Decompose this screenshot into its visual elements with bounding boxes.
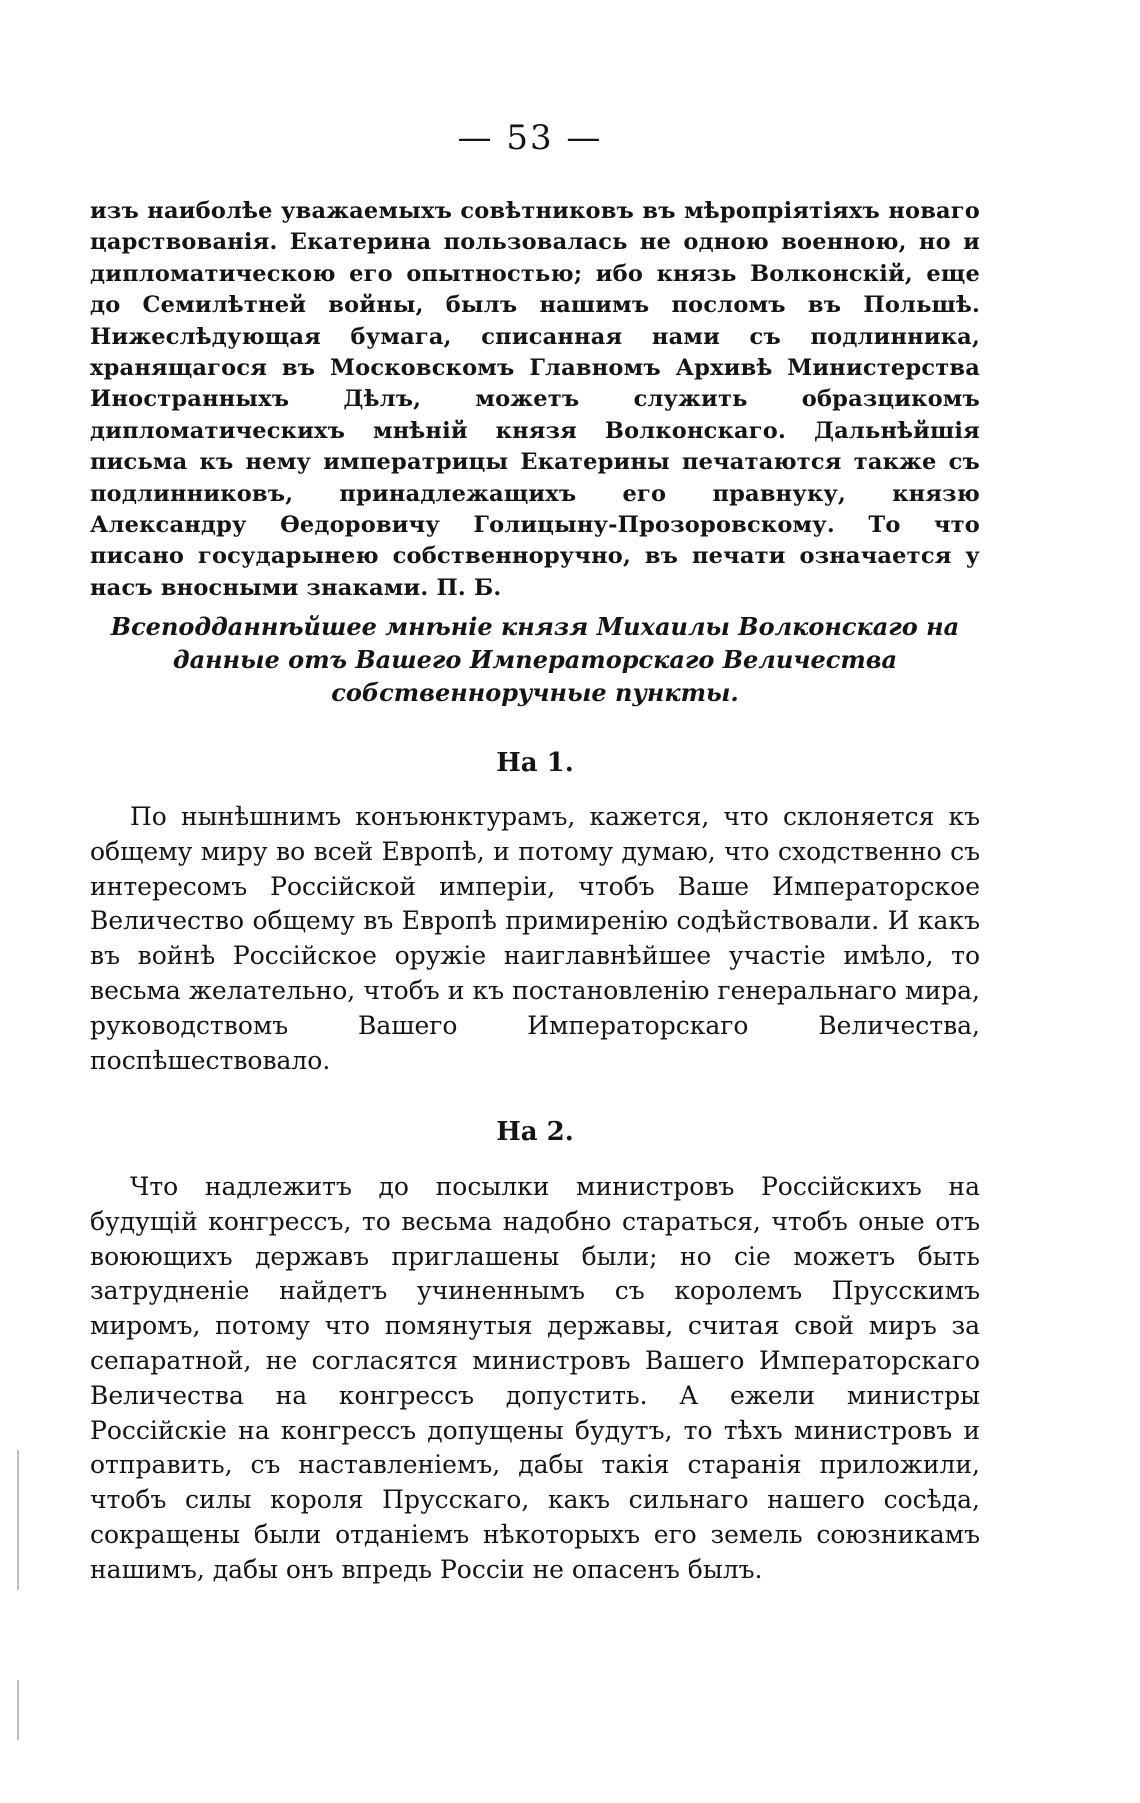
scan-margin-mark	[17, 1680, 19, 1740]
section-paragraph-1: По нынѣшнимъ конъюнктурамъ, кажется, что склоняется къ общему миру во всей Европѣ, и потому думаю, что сходственно съ интересомъ Россійской имперіи, чтобъ Ваше Императорское Величество общему въ Европѣ примиренію содѣйствовали. И какъ въ войнѣ Россійское оружіе наиглавнѣйшее участіе имѣло, то весьма желательно, чтобъ и къ постановленію генеральнаго мира, руководствомъ Вашего Императорскаго Величества, поспѣшествовало.	[90, 802, 980, 1075]
section-heading-2: На 2.	[496, 1117, 574, 1147]
section-heading-1: На 1.	[496, 748, 574, 778]
section-paragraph-2: Что надлежитъ до посылки министровъ Россійскихъ на будущій конгрессъ, то весьма надобно стараться, чтобъ оные отъ воюющихъ державъ приглашены были; но сіе можетъ быть затрудненіе найдетъ учиненнымъ съ королемъ Прусскимъ миромъ, потому что помянутыя державы, считая свой миръ за сепаратной, не согласятся министровъ Вашего Императорскаго Величества на конгрессъ допустить. А ежели министры Россійскіе на конгрессъ допущены будутъ, то тѣхъ министровъ и отправить, съ наставленіемъ, дабы такія старанія приложили, чтобъ силы короля Прусскаго, какъ сильнаго нашего сосѣда, сокращены были отданіемъ нѣкоторыхъ его земель союзникамъ нашимъ, дабы онъ впредь Россіи не опасенъ былъ.	[90, 1172, 980, 1584]
page-number: — 53 —	[457, 118, 603, 158]
scan-margin-mark	[17, 1450, 19, 1590]
memo-title: Всеподданнѣйшее мнѣніе князя Михаилы Волконскаго на данные отъ Вашего Императорскаго Величества собственноручные пункты.	[110, 612, 960, 707]
intro-paragraph: изъ наиболѣе уважаемыхъ совѣтниковъ въ мѣропріятіяхъ новаго царствованія. Екатерина пользовалась не одною военною, но и дипломатическою его опытностью; ибо князь Волконскій, еще до Семилѣтней войны, былъ нашимъ посломъ въ Польшѣ. Нижеслѣдующая бумага, списанная нами съ подлинника, хранящагося въ Московскомъ Главномъ Архивѣ Министерства Иностранныхъ Дѣлъ, можетъ служить образцикомъ дипломатическихъ мнѣній князя Волконскаго. Дальнѣйшія письма къ нему императрицы Екатерины печатаются также съ подлинниковъ, принадлежащихъ его правнуку, князю Александру Ѳедоровичу Голицыну-Прозоровскому. То что писано государынею собственноручно, въ печати означается у насъ вносными знаками. П. Б.	[90, 198, 980, 601]
